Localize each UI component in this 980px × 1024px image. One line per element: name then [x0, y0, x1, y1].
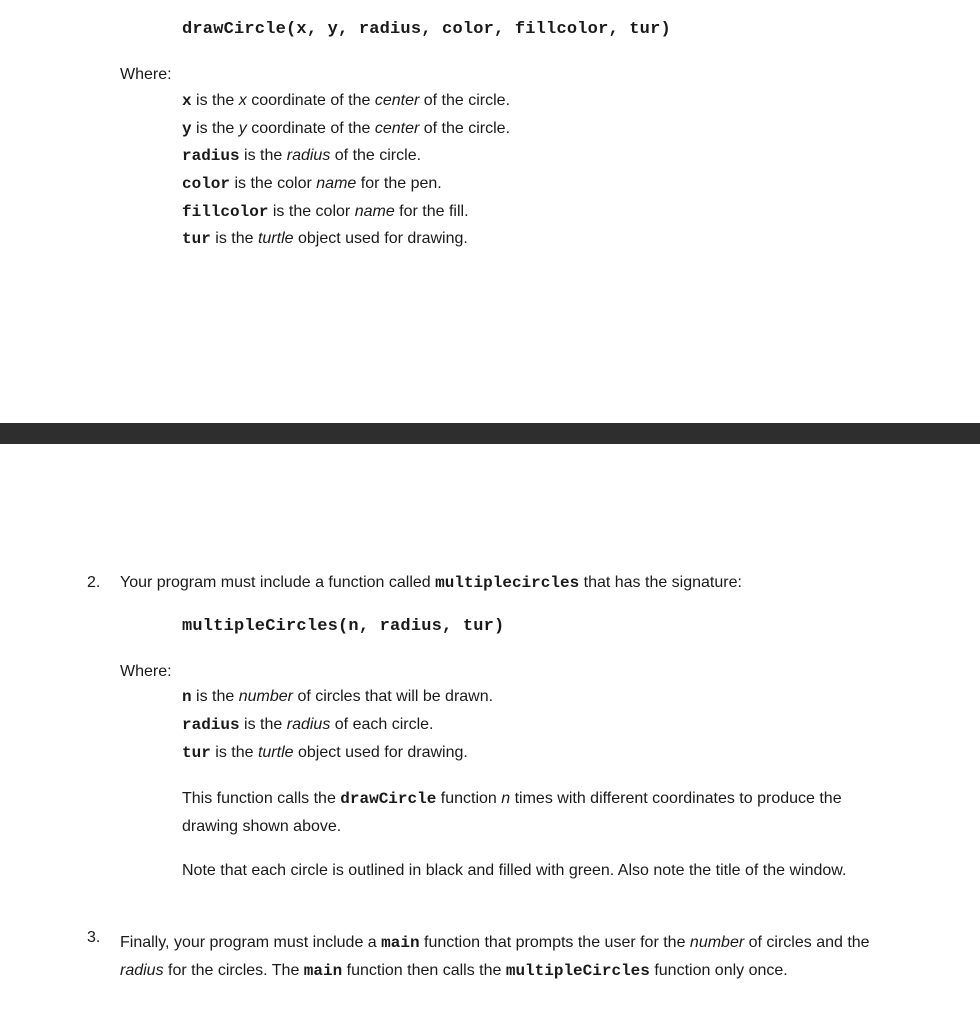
param-radius-2: radius is the radius of each circle.	[182, 716, 434, 734]
where-label-2: Where:	[120, 663, 172, 680]
param-fillcolor: fillcolor is the color name for the fill.	[182, 203, 469, 221]
page-divider-band	[0, 423, 980, 444]
param-x: x is the x coordinate of the center of the circle.	[182, 92, 511, 110]
where-label-1: Where:	[120, 66, 172, 83]
drawcircle-signature: drawCircle(x, y, radius, color, fillcolor, tur)	[182, 20, 671, 39]
multiplecircles-note: Note that each circle is outlined in black and filled with green. Also note the title of the window.	[182, 862, 847, 879]
item-2-intro: Your program must include a function called multiplecircles that has the signature:	[120, 574, 742, 592]
param-y: y is the y coordinate of the center of the circle.	[182, 120, 511, 138]
param-radius: radius is the radius of the circle.	[182, 147, 422, 165]
param-tur-2: tur is the turtle object used for drawing.	[182, 744, 468, 762]
multiplecircles-signature: multipleCircles(n, radius, tur)	[182, 617, 505, 636]
item-number-2: 2.	[87, 574, 101, 591]
item-number-3: 3.	[87, 929, 101, 946]
param-color: color is the color name for the pen.	[182, 175, 442, 193]
item-3-text: Finally, your program must include a main function that prompts the user for the number of circles and the radius for the circles. The main function then calls the multipleCircles function only once.	[120, 934, 870, 980]
multiplecircles-description: This function calls the drawCircle function n times with different coordinates to produce the drawing shown above.	[182, 790, 842, 835]
param-tur: tur is the turtle object used for drawing.	[182, 230, 468, 248]
param-n: n is the number of circles that will be drawn.	[182, 688, 494, 706]
